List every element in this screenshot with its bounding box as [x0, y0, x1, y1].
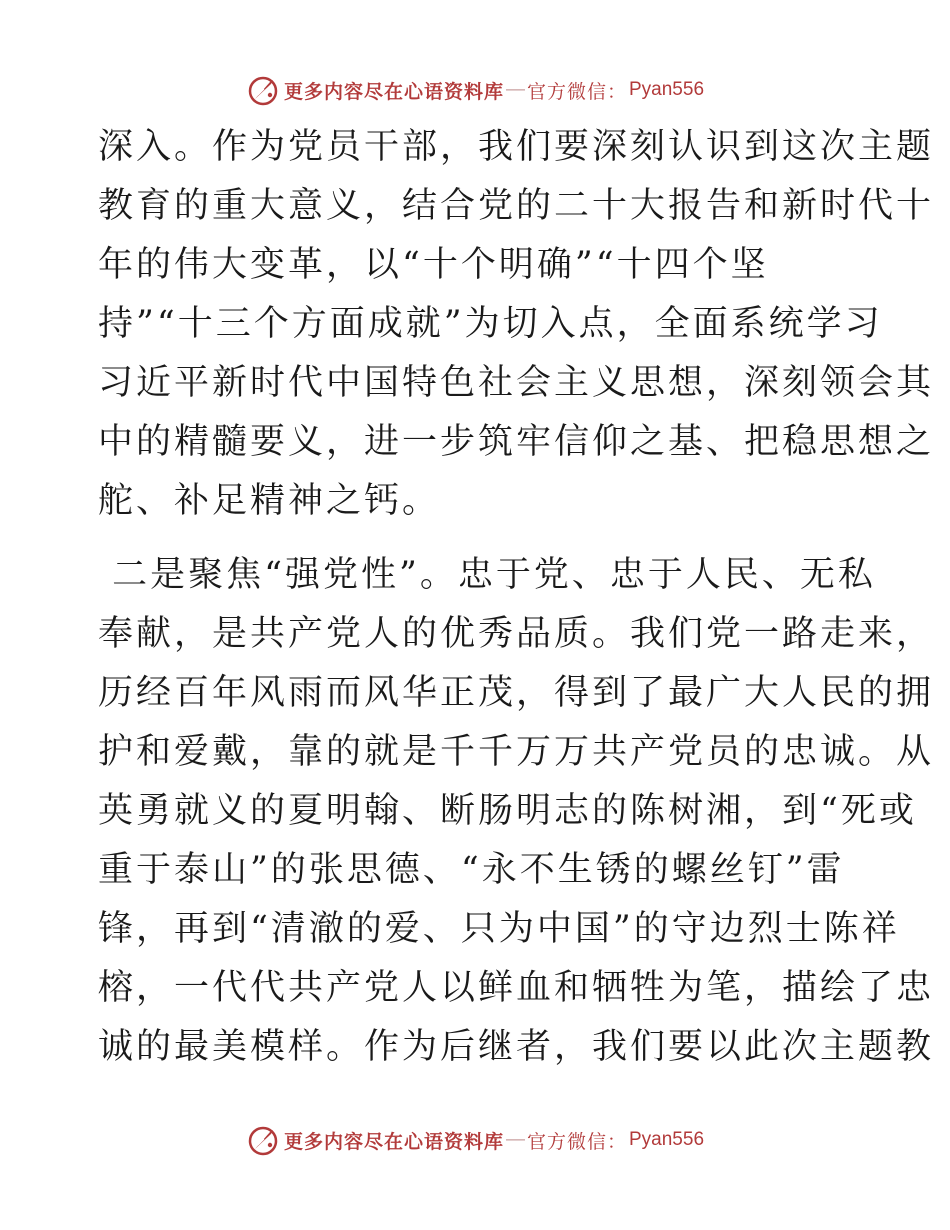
footer-wechat-id: Pyan556: [629, 1129, 705, 1150]
text-line: 深入。作为党员干部，我们要深刻认识到这次主题: [98, 127, 935, 167]
footer-official-label: 官方微信：: [526, 1130, 627, 1153]
paragraph-2: [98, 546, 935, 1077]
text-line: 中的精髓要义，进一步筑牢信仰之基、把稳思想之: [98, 422, 935, 462]
text-line: 历经百年风雨而风华正茂，得到了最广大人民的拥: [98, 673, 935, 713]
feather-pen-logo-icon: [246, 73, 280, 107]
text-line: 诚的最美模样。作为后继者，我们要以此次主题教: [98, 1027, 935, 1067]
text-line: 持”“十三个方面成就”为切入点，全面系统学习: [98, 304, 883, 344]
header-official-label: 官方微信：: [526, 80, 627, 103]
header-dash: —: [505, 79, 525, 100]
text-line: 护和爱戴，靠的就是千千万万共产党员的忠诚。从: [98, 732, 935, 772]
text-line: 教育的重大意义，结合党的二十大报告和新时代十: [98, 186, 935, 226]
text-line: 习近平新时代中国特色社会主义思想，深刻领会其: [98, 363, 935, 403]
text-line: 舵、补足精神之钙。: [98, 481, 441, 521]
text-line: 重于泰山”的张思德、“永不生锈的螺丝钉”雷: [98, 850, 845, 890]
paragraph-1: [98, 118, 935, 531]
header-banner: [0, 70, 950, 110]
text-line: 年的伟大变革，以“十个明确”“十四个坚: [98, 245, 769, 285]
header-brand-text: 更多内容尽在心语资料库: [283, 80, 504, 103]
document-body: [98, 118, 935, 1077]
text-line: 锋，再到“清澈的爱、只为中国”的守边烈士陈祥: [98, 909, 900, 949]
footer-banner: [0, 1120, 950, 1160]
footer-dash: —: [505, 1129, 525, 1150]
text-line: 奉献，是共产党人的优秀品质。我们党一路走来，: [98, 614, 935, 654]
feather-pen-logo-icon: [246, 1123, 280, 1157]
text-line: 二是聚焦“强党性”。忠于党、忠于人民、无私: [98, 555, 876, 595]
text-line: 英勇就义的夏明翰、断肠明志的陈树湘，到“死或: [98, 791, 917, 831]
text-line: 榕，一代代共产党人以鲜血和牺牲为笔，描绘了忠: [98, 968, 935, 1008]
footer-brand-text: 更多内容尽在心语资料库: [283, 1130, 504, 1153]
header-wechat-id: Pyan556: [629, 79, 705, 100]
